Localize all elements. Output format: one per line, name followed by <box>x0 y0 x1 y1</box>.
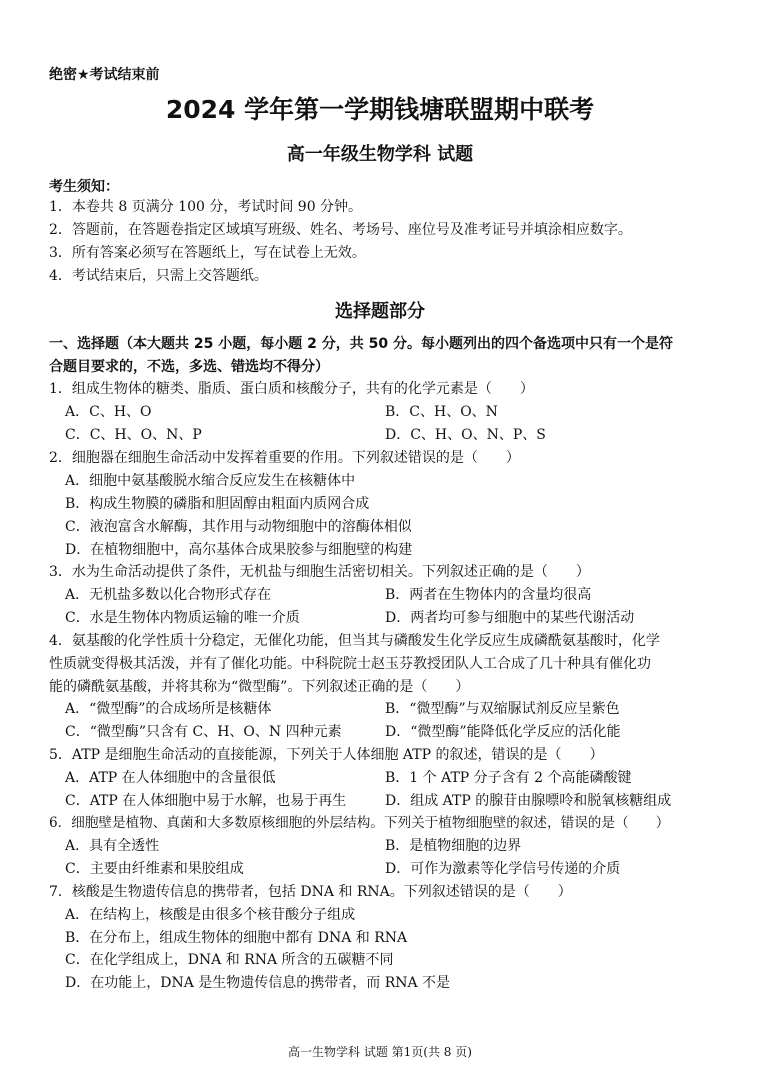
option-d: D．“微型酶”能降低化学反应的活化能 <box>385 724 621 740</box>
question-stem: 4．氨基酸的化学性质十分稳定，无催化功能，但当其与磷酸发生化学反应生成磷酰氨基酸时，化学 <box>49 633 660 649</box>
option-a: A．具有全透性 <box>65 838 160 854</box>
option-d: D．可作为激素等化学信号传递的介质 <box>385 861 621 877</box>
option-c: C．C、H、O、N、P <box>65 427 202 443</box>
option-a: A．在结构上，核酸是由很多个核苷酸分子组成 <box>65 907 356 923</box>
option-a: A．C、H、O <box>65 404 152 420</box>
option-c: C．主要由纤维素和果胶组成 <box>65 861 244 877</box>
option-a: A．“微型酶”的合成场所是核糖体 <box>65 701 272 717</box>
exam-subtitle: 高一年级生物学科 试题 <box>286 144 474 165</box>
notice-item: 3．所有答案必须写在答题纸上，写在试卷上无效。 <box>49 245 366 261</box>
option-d: D．两者均可参与细胞中的某些代谢活动 <box>385 610 635 626</box>
option-b: B．在分布上，组成生物体的细胞中都有 DNA 和 RNA <box>65 930 408 946</box>
question-stem: 7．核酸是生物遗传信息的携带者，包括 DNA 和 RNA。下列叙述错误的是（ ） <box>49 884 572 900</box>
option-b: B．两者在生物体内的含量均很高 <box>385 587 592 603</box>
question-stem: 6．细胞壁是植物、真菌和大多数原核细胞的外层结构。下列关于植物细胞壁的叙述，错误的是（ ） <box>49 815 670 831</box>
exam-title: 2024 学年第一学期钱塘联盟期中联考 <box>165 95 595 124</box>
option-c: C．水是生物体内物质运输的唯一介质 <box>65 610 300 626</box>
page-footer: 高一生物学科 试题 第1页(共 8 页) <box>288 1045 472 1059</box>
option-c: C．ATP 在人体细胞中易于水解，也易于再生 <box>65 793 347 809</box>
confidential-label: 绝密★考试结束前 <box>49 67 160 83</box>
question-stem: 2．细胞器在细胞生命活动中发挥着重要的作用。下列叙述错误的是（ ） <box>49 450 520 466</box>
part-one-instructions: 一、选择题（本大题共 25 小题，每小题 2 分，共 50 分。每小题列出的四个备选项中只有一个是符 <box>49 336 673 352</box>
notice-item: 1．本卷共 8 页满分 100 分，考试时间 90 分钟。 <box>49 199 363 215</box>
option-b: B．构成生物膜的磷脂和胆固醇由粗面内质网合成 <box>65 496 370 512</box>
option-d: D．组成 ATP 的腺苷由腺嘌呤和脱氧核糖组成 <box>385 793 672 809</box>
question-stem-cont: 能的磷酰氨基酸，并将其称为“微型酶”。下列叙述正确的是（ ） <box>49 679 470 695</box>
option-a: A．ATP 在人体细胞中的含量很低 <box>65 770 276 786</box>
notice-heading: 考生须知： <box>49 179 119 195</box>
option-c: C．“微型酶”只含有 C、H、O、N 四种元素 <box>65 724 342 740</box>
question-stem: 3．水为生命活动提供了条件，无机盐与细胞生活密切相关。下列叙述正确的是（ ） <box>49 564 590 580</box>
option-d: D．在植物细胞中，高尔基体合成果胶参与细胞壁的构建 <box>65 542 413 558</box>
section-title: 选择题部分 <box>335 301 425 322</box>
option-c: C．液泡富含水解酶，其作用与动物细胞中的溶酶体相似 <box>65 519 412 535</box>
option-d: D．C、H、O、N、P、S <box>385 427 546 443</box>
option-b: B．1 个 ATP 分子含有 2 个高能磷酸键 <box>385 770 632 786</box>
question-stem: 5．ATP 是细胞生命活动的直接能源，下列关于人体细胞 ATP 的叙述，错误的是（ ） <box>49 747 604 763</box>
question-stem: 1．组成生物体的糖类、脂质、蛋白质和核酸分子，共有的化学元素是（ ） <box>49 381 534 397</box>
option-d: D．在功能上，DNA 是生物遗传信息的携带者，而 RNA 不是 <box>65 975 451 991</box>
notice-item: 2．答题前，在答题卷指定区域填写班级、姓名、考场号、座位号及准考证号并填涂相应数字。 <box>49 222 632 238</box>
notice-item: 4．考试结束后，只需上交答题纸。 <box>49 268 268 284</box>
option-c: C．在化学组成上，DNA 和 RNA 所含的五碳糖不同 <box>65 952 394 968</box>
option-b: B．C、H、O、N <box>385 404 498 420</box>
option-b: B．“微型酶”与双缩脲试剂反应呈紫色 <box>385 701 620 717</box>
option-a: A．细胞中氨基酸脱水缩合反应发生在核糖体中 <box>65 473 356 489</box>
question-stem-cont: 性质就变得极其活泼，并有了催化功能。中科院院士赵玉芬教授团队人工合成了几十种具有催化功 <box>49 656 651 672</box>
option-b: B．是植物细胞的边界 <box>385 838 522 854</box>
part-one-instructions-cont: 合题目要求的，不选，多选、错选均不得分） <box>49 359 329 375</box>
option-a: A．无机盐多数以化合物形式存在 <box>65 587 272 603</box>
